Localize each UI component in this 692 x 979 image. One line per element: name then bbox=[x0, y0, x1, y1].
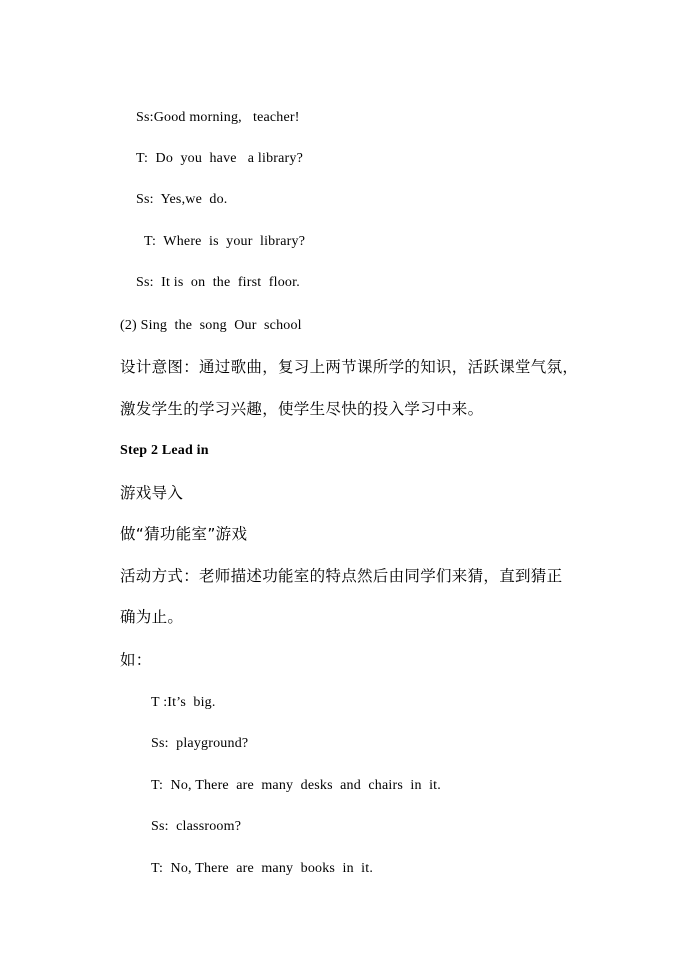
dialogue-line-playground: Ss: playground? bbox=[151, 736, 249, 751]
dialogue-line-greeting: Ss:Good morning, teacher! bbox=[136, 110, 300, 125]
example-label: 如： bbox=[120, 651, 152, 669]
activity-method-line-1: 活动方式：老师描述功能室的特点然后由同学们来猜，直到猜正 bbox=[120, 567, 563, 585]
game-intro-line: 游戏导入 bbox=[120, 484, 184, 502]
design-intent-line-1: 设计意图：通过歌曲，复习上两节课所学的知识，活跃课堂气氛， bbox=[120, 358, 579, 376]
dialogue-line-classroom: Ss: classroom? bbox=[151, 819, 242, 834]
dialogue-line-its-big: T :It’s big. bbox=[151, 695, 216, 710]
dialogue-line-library-answer: Ss: Yes,we do. bbox=[136, 192, 228, 207]
dialogue-line-floor-answer: Ss: It is on the first floor. bbox=[136, 275, 300, 290]
sing-song-item: (2) Sing the song Our school bbox=[120, 318, 302, 333]
activity-method-line-2: 确为止。 bbox=[120, 608, 184, 626]
dialogue-line-desks-chairs: T: No, There are many desks and chairs in it. bbox=[151, 778, 441, 793]
dialogue-line-many-books: T: No, There are many books in it. bbox=[151, 861, 374, 876]
step2-heading: Step 2 Lead in bbox=[120, 443, 209, 458]
design-intent-line-2: 激发学生的学习兴趣，使学生尽快的投入学习中来。 bbox=[120, 400, 484, 418]
dialogue-line-library-question: T: Do you have a library? bbox=[136, 151, 304, 166]
game-title-line: 做“猜功能室”游戏 bbox=[120, 525, 248, 543]
dialogue-line-where-question: T: Where is your library? bbox=[144, 234, 306, 249]
